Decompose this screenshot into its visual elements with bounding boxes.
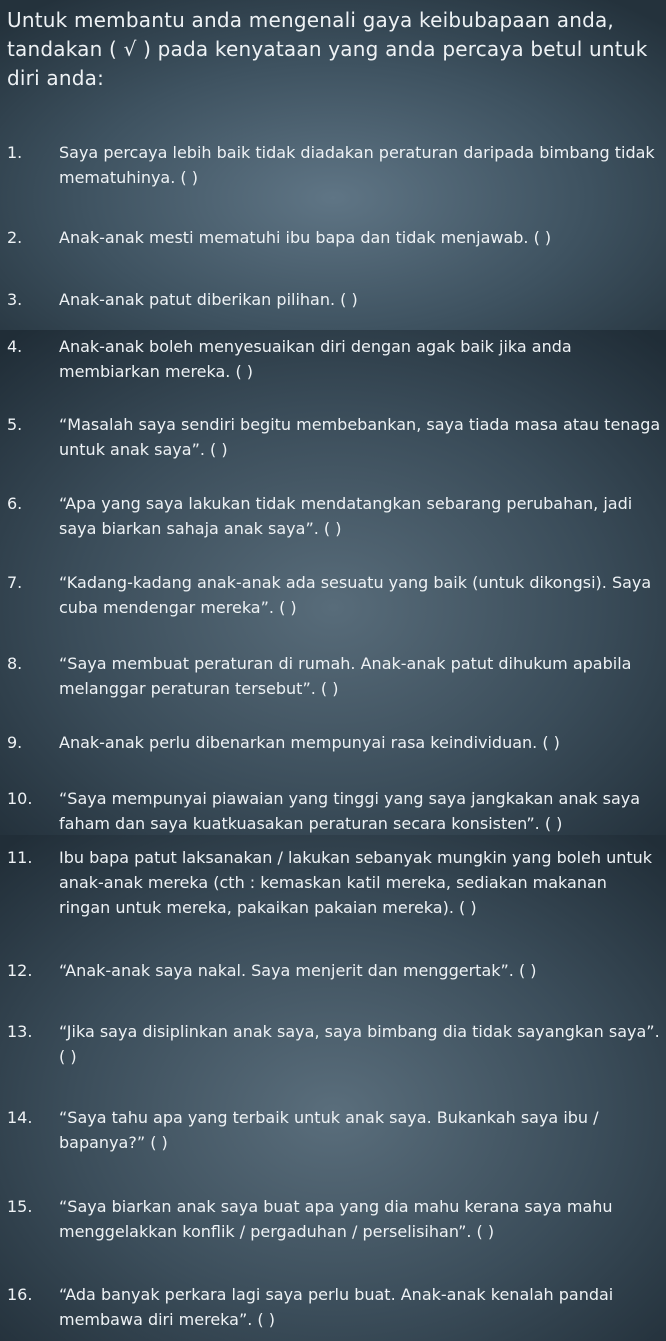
statement-number: 1. <box>7 143 23 162</box>
statement-number: 2. <box>7 228 23 247</box>
instruction-text: Untuk membantu anda mengenali gaya keibubapaan anda, tandakan ( √ ) pada kenyataan yang anda percaya betul untuk diri anda: <box>7 8 648 90</box>
statement-number: 8. <box>7 654 23 673</box>
statement-text: “Jika saya disiplinkan anak saya, saya bimbang dia tidak sayangkan saya”. ( ) <box>59 1022 660 1066</box>
statement-text: “Saya mempunyai piawaian yang tinggi yang saya jangkakan anak saya faham dan saya kuatkuasakan peraturan secara konsisten”. ( ) <box>59 789 641 833</box>
statement-text: “Apa yang saya lakukan tidak mendatangkan sebarang perubahan, jadi saya biarkan sahaja anak saya”. ( ) <box>59 494 633 538</box>
statement-number: 4. <box>7 337 23 356</box>
statement-text: “Saya biarkan anak saya buat apa yang dia mahu kerana saya mahu menggelakkan konflik / pergaduhan / perselisihan”. ( ) <box>59 1197 613 1241</box>
statement-number: 16. <box>7 1285 33 1304</box>
statement-text: Ibu bapa patut laksanakan / lakukan sebanyak mungkin yang boleh untuk anak-anak mereka (cth : kemaskan katil mereka, sediakan makanan ringan untuk mereka, pakaikan pakaian mereka). ( ) <box>59 848 653 917</box>
statement-text: “Saya tahu apa yang terbaik untuk anak saya. Bukankah saya ibu / bapanya?” ( ) <box>59 1108 599 1152</box>
statement-text: Anak-anak mesti mematuhi ibu bapa dan tidak menjawab. ( ) <box>59 228 552 247</box>
statement-text: “Kadang-kadang anak-anak ada sesuatu yang baik (untuk dikongsi). Saya cuba mendengar mereka”. ( ) <box>59 573 652 617</box>
statement-number: 3. <box>7 290 23 309</box>
statement-number: 5. <box>7 415 23 434</box>
statement-number: 12. <box>7 961 33 980</box>
statement-number: 11. <box>7 848 33 867</box>
statement-text: Anak-anak patut diberikan pilihan. ( ) <box>59 290 358 309</box>
statement-number: 10. <box>7 789 33 808</box>
statement-text: “Saya membuat peraturan di rumah. Anak-anak patut dihukum apabila melanggar peraturan tersebut”. ( ) <box>59 654 632 698</box>
statement-text: “Masalah saya sendiri begitu membebankan, saya tiada masa atau tenaga untuk anak saya”. ( ) <box>59 415 661 459</box>
statement-text: “Anak-anak saya nakal. Saya menjerit dan menggertak”. ( ) <box>59 961 537 980</box>
statement-number: 14. <box>7 1108 33 1127</box>
statement-text: Saya percaya lebih baik tidak diadakan peraturan daripada bimbang tidak mematuhinya. ( ) <box>59 143 655 187</box>
statement-text: “Ada banyak perkara lagi saya perlu buat. Anak-anak kenalah pandai membawa diri mereka”. ( ) <box>59 1285 614 1329</box>
statement-number: 15. <box>7 1197 33 1216</box>
statement-text: Anak-anak perlu dibenarkan mempunyai rasa keindividuan. ( ) <box>59 733 560 752</box>
statement-number: 13. <box>7 1022 33 1041</box>
statement-number: 9. <box>7 733 23 752</box>
statement-number: 7. <box>7 573 23 592</box>
statement-number: 6. <box>7 494 23 513</box>
statement-text: Anak-anak boleh menyesuaikan diri dengan agak baik jika anda membiarkan mereka. ( ) <box>59 337 572 381</box>
